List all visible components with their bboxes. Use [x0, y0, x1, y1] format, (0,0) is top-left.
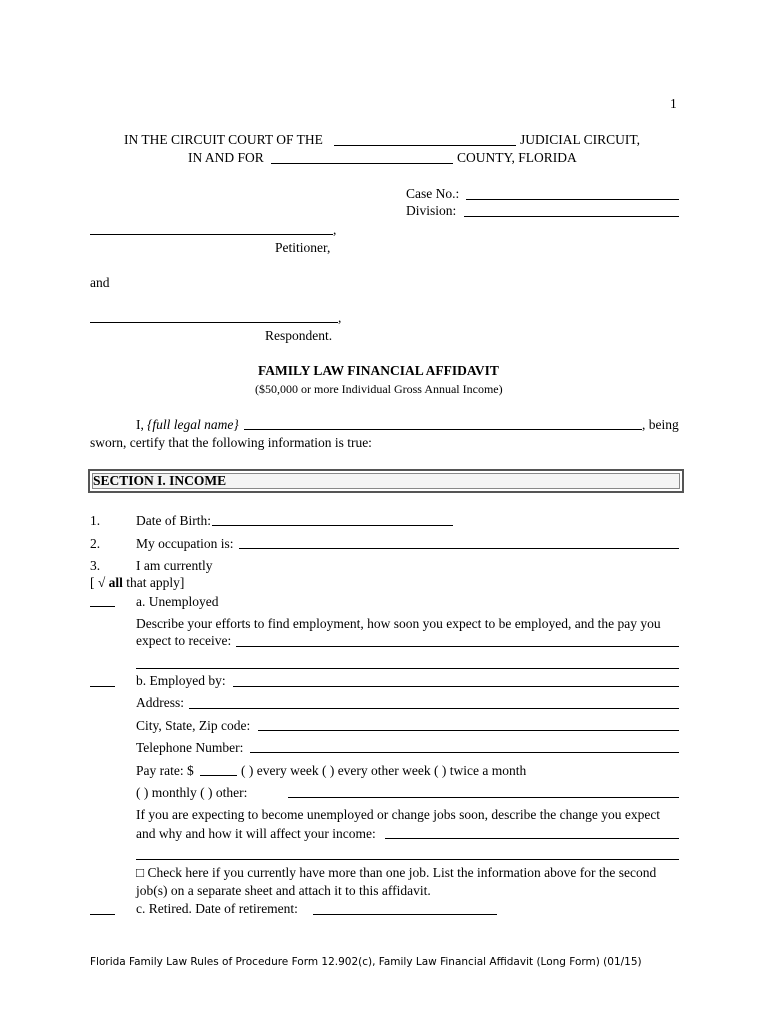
dob-label: Date of Birth: [136, 513, 211, 528]
dob-field[interactable] [212, 525, 453, 526]
respondent-comma: , [338, 310, 342, 325]
check-all-instruction [90, 575, 184, 591]
case-no-field[interactable] [466, 199, 679, 200]
check-prefix: [ √ [90, 575, 106, 590]
pay-frequency-options-2[interactable]: ( ) monthly ( ) other: [136, 785, 248, 800]
unemployed-label: a. Unemployed [136, 594, 219, 609]
item-2-number: 2. [90, 536, 101, 551]
city-state-zip-field[interactable] [258, 730, 679, 731]
check-all-word: all [108, 575, 123, 590]
retired-checkbox[interactable] [90, 914, 115, 915]
respondent-label: Respondent. [265, 328, 333, 343]
case-no-label: Case No.: [406, 186, 460, 201]
petitioner-field[interactable] [90, 234, 333, 235]
respondent-field[interactable] [90, 322, 338, 323]
petitioner-comma: , [333, 222, 337, 237]
section-income-label: SECTION I. INCOME [93, 473, 227, 488]
form-subtitle: ($50,000 or more Individual Gross Annual Income) [255, 382, 503, 396]
currently-label: I am currently [136, 558, 213, 573]
court-line2-suffix: COUNTY, FLORIDA [457, 150, 577, 165]
describe-line2: expect to receive: [136, 633, 232, 648]
change-field[interactable] [385, 838, 679, 839]
unemployed-checkbox[interactable] [90, 606, 115, 607]
pay-frequency-options[interactable]: ( ) every week ( ) every other week ( ) twice a month [241, 763, 527, 778]
full-legal-name-field[interactable] [244, 429, 642, 430]
payrate-field[interactable] [200, 775, 237, 776]
change-field-2[interactable] [136, 859, 679, 860]
multiple-job-line2: job(s) on a separate sheet and attach it to this affidavit. [136, 883, 431, 898]
employed-checkbox[interactable] [90, 686, 115, 687]
change-line2: and why and how it will affect your income: [136, 826, 376, 841]
describe-line1: Describe your efforts to find employment, how soon you expect to be employed, and the pay you [136, 616, 661, 631]
employer-field[interactable] [233, 686, 679, 687]
check-suffix: that apply] [126, 575, 185, 590]
item-3-number: 3. [90, 558, 101, 573]
form-title: FAMILY LAW FINANCIAL AFFIDAVIT [258, 363, 499, 378]
retired-label: c. Retired. Date of retirement: [136, 901, 298, 916]
county-field[interactable] [271, 163, 453, 164]
multiple-job-checkbox-text[interactable]: □ Check here if you currently have more than one job. List the information above for the second [136, 865, 657, 880]
form-footer: Florida Family Law Rules of Procedure Form 12.902(c), Family Law Financial Affidavit (Long Form) (01/15) [90, 956, 642, 968]
item-1-number: 1. [90, 513, 101, 528]
address-field[interactable] [189, 708, 679, 709]
occupation-field[interactable] [239, 548, 679, 549]
telephone-label: Telephone Number: [136, 740, 244, 755]
oath-name-hint: {full legal name} [147, 417, 239, 432]
petitioner-label: Petitioner, [275, 240, 331, 255]
section-income-header [88, 469, 684, 493]
payrate-label: Pay rate: $ [136, 763, 194, 778]
pay-other-field[interactable] [288, 797, 679, 798]
court-line1-prefix: IN THE CIRCUIT COURT OF THE [124, 132, 323, 147]
oath-suffix: , being [642, 417, 679, 432]
court-line1-suffix: JUDICIAL CIRCUIT, [520, 132, 640, 147]
telephone-field[interactable] [250, 752, 679, 753]
employment-efforts-field[interactable] [236, 646, 679, 647]
change-line1: If you are expecting to become unemployed or change jobs soon, describe the change you expect [136, 807, 661, 822]
judicial-circuit-field[interactable] [334, 145, 516, 146]
city-state-zip-label: City, State, Zip code: [136, 718, 251, 733]
address-label: Address: [136, 695, 184, 710]
oath-prefix: I, [136, 417, 144, 432]
and-label: and [90, 275, 110, 290]
division-field[interactable] [464, 216, 679, 217]
page-number: 1 [670, 96, 677, 111]
retirement-date-field[interactable] [313, 914, 497, 915]
occupation-label: My occupation is: [136, 536, 234, 551]
court-line2-prefix: IN AND FOR [188, 150, 264, 165]
employment-efforts-field-2[interactable] [136, 668, 679, 669]
division-label: Division: [406, 203, 457, 218]
employed-by-label: b. Employed by: [136, 673, 226, 688]
oath-line2: sworn, certify that the following information is true: [90, 435, 372, 450]
